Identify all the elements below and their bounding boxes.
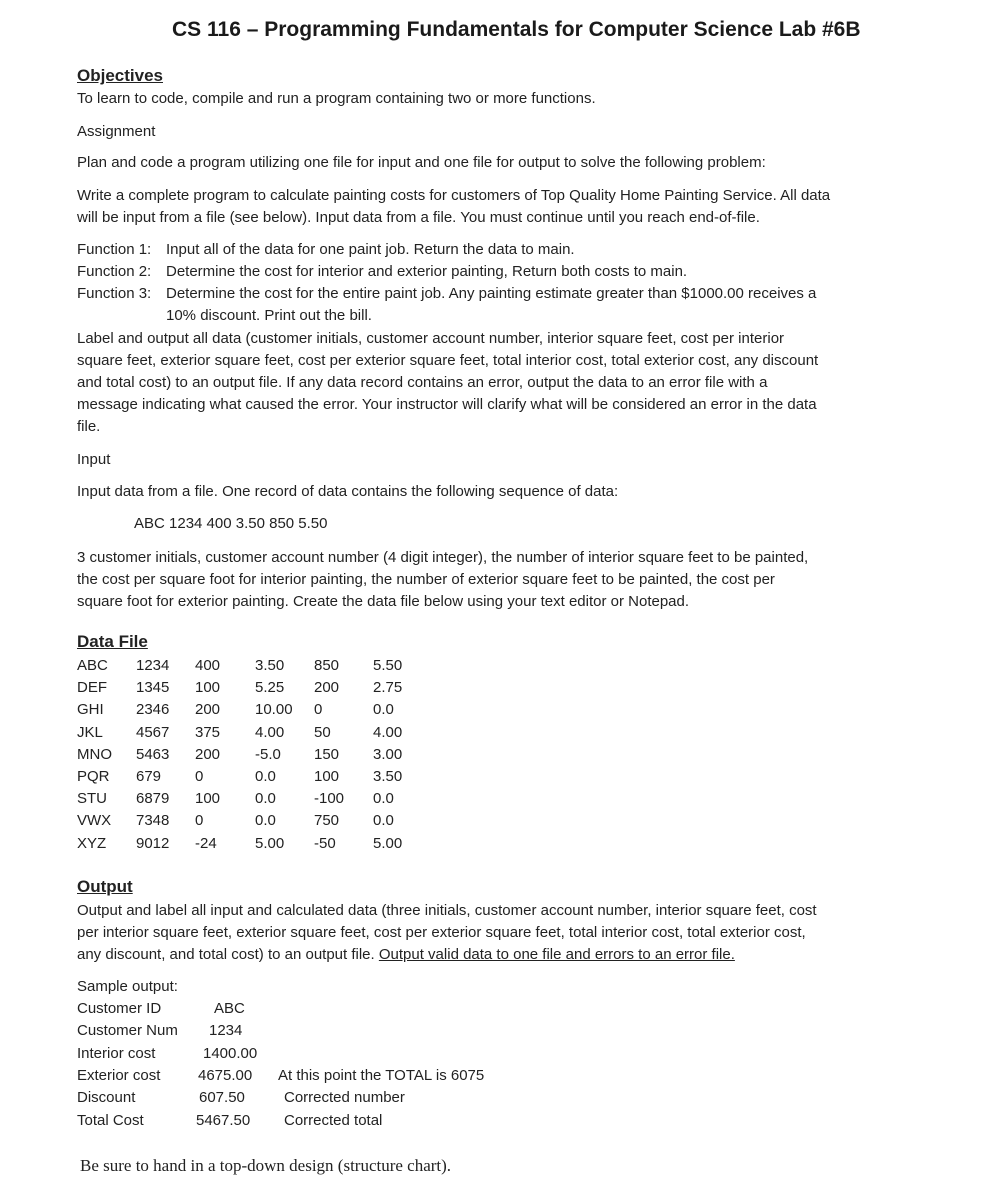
sample-output-value: 1400.00 — [203, 1044, 258, 1062]
data-file-cell: MNO — [77, 745, 112, 763]
data-file-cell: 150 — [314, 745, 340, 763]
data-file-cell: 0 — [314, 701, 323, 719]
sample-output-label: Discount — [77, 1089, 136, 1107]
input-desc-line1: 3 customer initials, customer account number (4 digit integer), the number of interior square feet to be painted, — [77, 549, 809, 566]
function3-label: Function 3: — [77, 285, 152, 302]
sample-output-value: 1234 — [209, 1022, 243, 1040]
data-file-cell: STU — [77, 790, 107, 808]
data-file-cell: 200 — [314, 679, 340, 697]
sample-output-value: 5467.50 — [196, 1111, 251, 1129]
sample-output-note: At this point the TOTAL is 6075 — [278, 1066, 485, 1084]
data-file-cell: 200 — [195, 745, 221, 763]
data-file-cell: GHI — [77, 701, 104, 719]
data-file-cell: -5.0 — [255, 745, 281, 763]
label-output-line4: message indicating what caused the error. Your instructor will clarify what will be considered an error in the data — [77, 396, 817, 413]
data-file-cell: 5.25 — [255, 679, 285, 697]
data-file-cell: 0 — [195, 812, 204, 830]
function3-text-cont: 10% discount. Print out the bill. — [166, 307, 372, 324]
output-line3-text: any discount, and total cost) to an output file. — [77, 946, 379, 963]
data-file-cell: 0.0 — [373, 701, 394, 719]
data-file-cell: PQR — [77, 768, 110, 785]
data-file-cell: 50 — [314, 723, 331, 741]
data-file-cell: 10.00 — [255, 701, 293, 719]
page-title: CS 116 – Programming Fundamentals for Computer Science Lab #6B — [172, 18, 861, 41]
data-file-cell: JKL — [77, 723, 103, 741]
data-file-cell: 1345 — [136, 679, 170, 697]
function2-text: Determine the cost for interior and exterior painting, Return both costs to main. — [166, 263, 688, 280]
label-output-line5: file. — [77, 418, 101, 435]
data-file-cell: 375 — [195, 723, 221, 741]
sample-output-label: Total Cost — [77, 1111, 144, 1129]
data-file-cell: 5.00 — [373, 834, 403, 852]
input-text: Input data from a file. One record of data contains the following sequence of data: — [77, 483, 619, 500]
data-file-cell: 679 — [136, 768, 162, 785]
output-line2: per interior square feet, exterior square feet, cost per exterior square feet, total interior cost, total exterior cost, — [77, 924, 806, 941]
function1-label: Function 1: — [77, 241, 152, 258]
data-file-cell: 0.0 — [255, 790, 276, 808]
objectives-text: To learn to code, compile and run a program containing two or more functions. — [77, 90, 596, 107]
output-heading: Output — [77, 877, 133, 896]
assignment-plan: Plan and code a program utilizing one file for input and one file for output to solve the following problem: — [77, 154, 766, 171]
data-file-cell: 200 — [195, 701, 221, 719]
data-file-cell: 3.50 — [373, 768, 403, 785]
function3-text: Determine the cost for the entire paint job. Any painting estimate greater than $1000.00 receives a — [166, 285, 817, 302]
label-output-line3: and total cost) to an output file. If any data record contains an error, output the data to an error file with a — [77, 374, 768, 391]
label-output-line2: square feet, exterior square feet, cost per exterior square feet, total interior cost, total exterior cost, any discount — [77, 352, 819, 369]
sample-output-value: ABC — [214, 1000, 245, 1017]
data-file-cell: 0 — [195, 768, 204, 785]
data-file-cell: 2346 — [136, 701, 170, 719]
data-file-cell: VWX — [77, 812, 112, 830]
input-heading: Input — [77, 451, 111, 468]
data-file-cell: DEF — [77, 679, 107, 697]
data-file-cell: 5463 — [136, 745, 170, 763]
data-file-cell: 6879 — [136, 790, 170, 808]
data-file-cell: -100 — [314, 790, 345, 808]
assignment-heading: Assignment — [77, 123, 156, 140]
input-example: ABC 1234 400 3.50 850 5.50 — [134, 515, 328, 532]
data-file-cell: 3.00 — [373, 745, 403, 763]
data-file-cell: 0.0 — [373, 790, 394, 808]
sample-output-value: 4675.00 — [198, 1066, 253, 1084]
data-file-cell: 100 — [195, 679, 221, 697]
data-file-heading: Data File — [77, 632, 148, 651]
output-line1: Output and label all input and calculated data (three initials, customer account number, interior square feet, cost — [77, 902, 817, 919]
data-file-cell: 850 — [314, 657, 340, 674]
sample-output-label: Customer Num — [77, 1022, 178, 1040]
data-file-cell: -50 — [314, 834, 336, 852]
output-line3 — [77, 946, 735, 963]
label-output-line1: Label and output all data (customer initials, customer account number, interior square feet, cost per interior — [77, 330, 785, 347]
data-file-cell: 100 — [314, 768, 340, 785]
sample-output-heading: Sample output: — [77, 978, 178, 995]
data-file-cell: XYZ — [77, 834, 107, 852]
data-file-cell: 4.00 — [373, 723, 403, 741]
data-file-cell: 7348 — [136, 812, 170, 830]
data-file-cell: ABC — [77, 657, 108, 674]
data-file-cell: 750 — [314, 812, 340, 830]
sample-output-label: Customer ID — [77, 1000, 162, 1017]
data-file-cell: 0.0 — [373, 812, 394, 830]
sample-output-note: Corrected total — [284, 1111, 383, 1129]
data-file-cell: 3.50 — [255, 657, 285, 674]
data-file-cell: 4.00 — [255, 723, 285, 741]
input-desc-line3: square foot for exterior painting. Create the data file below using your text editor or Notepad. — [77, 593, 690, 610]
data-file-cell: -24 — [195, 834, 217, 852]
data-file-cell: 400 — [195, 657, 221, 674]
data-file-cell: 2.75 — [373, 679, 403, 697]
data-file-cell: 0.0 — [255, 812, 276, 830]
data-file-cell: 5.00 — [255, 834, 285, 852]
sample-output-label: Interior cost — [77, 1044, 156, 1062]
output-line3-underlined: Output valid data to one file and errors to an error file. — [378, 946, 735, 963]
objectives-heading: Objectives — [77, 66, 163, 85]
assignment-problem-line2: will be input from a file (see below). Input data from a file. You must continue until you reach end-of-file. — [77, 209, 760, 226]
function2-label: Function 2: — [77, 263, 152, 280]
sample-output-value: 607.50 — [199, 1089, 245, 1107]
data-file-cell: 1234 — [136, 657, 170, 674]
function1-text: Input all of the data for one paint job. Return the data to main. — [166, 241, 575, 258]
sample-output-label: Exterior cost — [77, 1066, 161, 1084]
data-file-cell: 0.0 — [255, 768, 276, 785]
data-file-cell: 4567 — [136, 723, 170, 741]
sample-output-note: Corrected number — [284, 1089, 405, 1107]
data-file-cell: 5.50 — [373, 657, 403, 674]
data-file-cell: 9012 — [136, 834, 170, 852]
assignment-problem-line1: Write a complete program to calculate painting costs for customers of Top Quality Home Painting Service. All data — [77, 187, 831, 204]
data-file-cell: 100 — [195, 790, 221, 808]
footer-note: Be sure to hand in a top-down design (structure chart). — [80, 1156, 452, 1175]
input-desc-line2: the cost per square foot for interior painting, the number of exterior square feet to be painted, the cost per — [77, 571, 775, 588]
